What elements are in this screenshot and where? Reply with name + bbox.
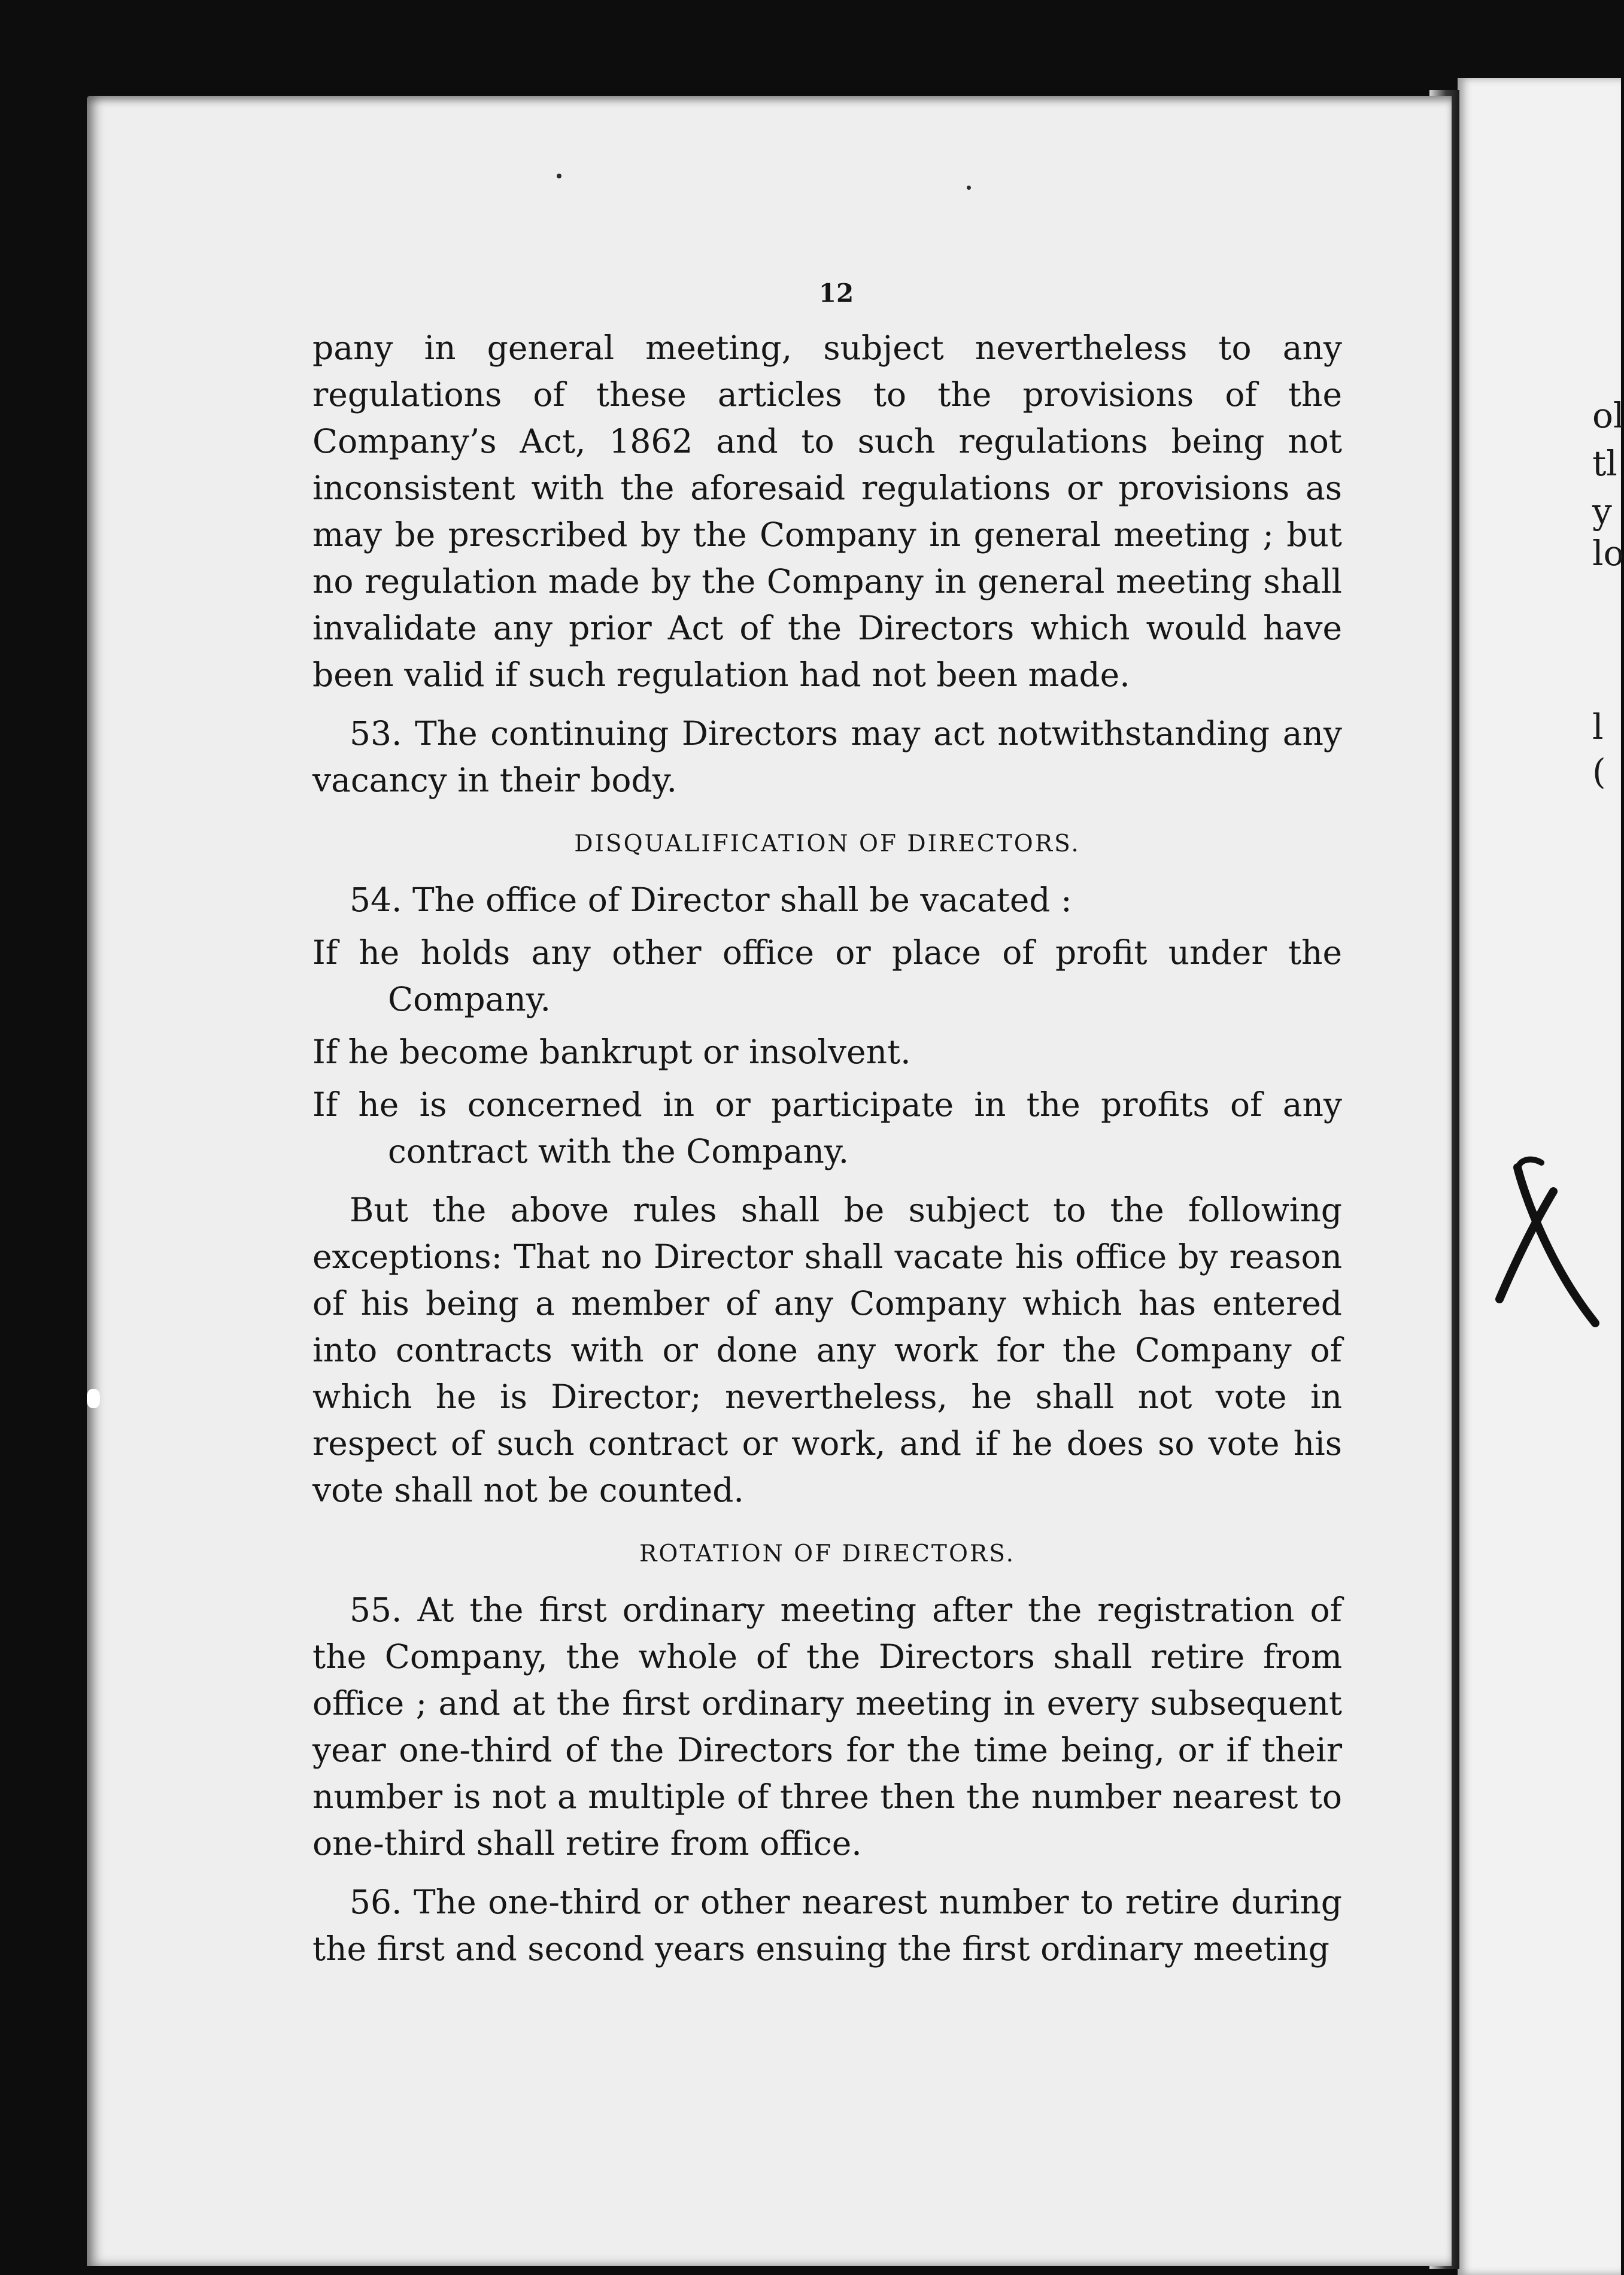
adjacent-page (1458, 78, 1624, 2275)
adjacent-page-fragment: y (1592, 491, 1612, 532)
adjacent-page-fragment: ( (1592, 751, 1606, 792)
adjacent-page-fragment: lo (1592, 533, 1624, 574)
adjacent-page-fragment: tl (1592, 443, 1617, 484)
section-heading-disqualification: DISQUALIFICATION OF DIRECTORS. (574, 830, 1080, 857)
condition-item: If he holds any other office or place of profit under the Company. (312, 933, 1342, 1018)
page-text (312, 275, 1342, 1972)
paper-speck (967, 186, 971, 190)
paragraph-53: 53. The continuing Directors may act notwithstanding any vacancy in their body. (312, 714, 1342, 799)
paper-tear (87, 1389, 100, 1408)
paragraph-exceptions: But the above rules shall be subject to the following exceptions: That no Director shall vacate his office by reason of his being a member of any Company which has entered into contracts with or done any work for the Company of which he is Director; nevertheless, he shall not vote in respect of such contract or work, and if he does so vote his vote shall not be counted. (312, 1191, 1342, 1509)
adjacent-page-fragment: ol (1592, 395, 1624, 436)
condition-item: If he become bankrupt or insolvent. (312, 1033, 911, 1071)
page-number: 12 (818, 278, 854, 308)
paragraph-continued: pany in general meeting, subject nevertheless to any regulations of these articles to the provisions of the Company’s Act, 1862 and to such regulations being not inconsistent with the aforesaid regulations or provisions as may be prescribed by the Company in general meeting ; but no regulation made by the Company in general meeting shall invalidate any prior Act of the Directors which would have been valid if such regulation had not been made. (312, 329, 1342, 694)
paragraph-56: 56. The one-third or other nearest number to retire during the first and second years ensuing the first ordinary meeting (312, 1883, 1342, 1968)
handwritten-x-mark (1482, 1155, 1613, 1335)
adjacent-page-fragment: l (1592, 706, 1604, 747)
paragraph-55: 55. At the first ordinary meeting after the registration of the Company, the whole of the Directors shall retire from office ; and at the first ordinary meeting in every subsequent year one-third of the Directors for the time being, or if their number is not a multiple of three then the number nearest to one-third shall retire from office. (312, 1591, 1342, 1863)
condition-item: If he is concerned in or participate in the profits of any contract with the Company. (312, 1085, 1342, 1170)
paragraph-54: 54. The office of Director shall be vacated : (350, 881, 1072, 919)
paper-speck (557, 174, 561, 178)
section-heading-rotation: ROTATION OF DIRECTORS. (639, 1540, 1015, 1567)
